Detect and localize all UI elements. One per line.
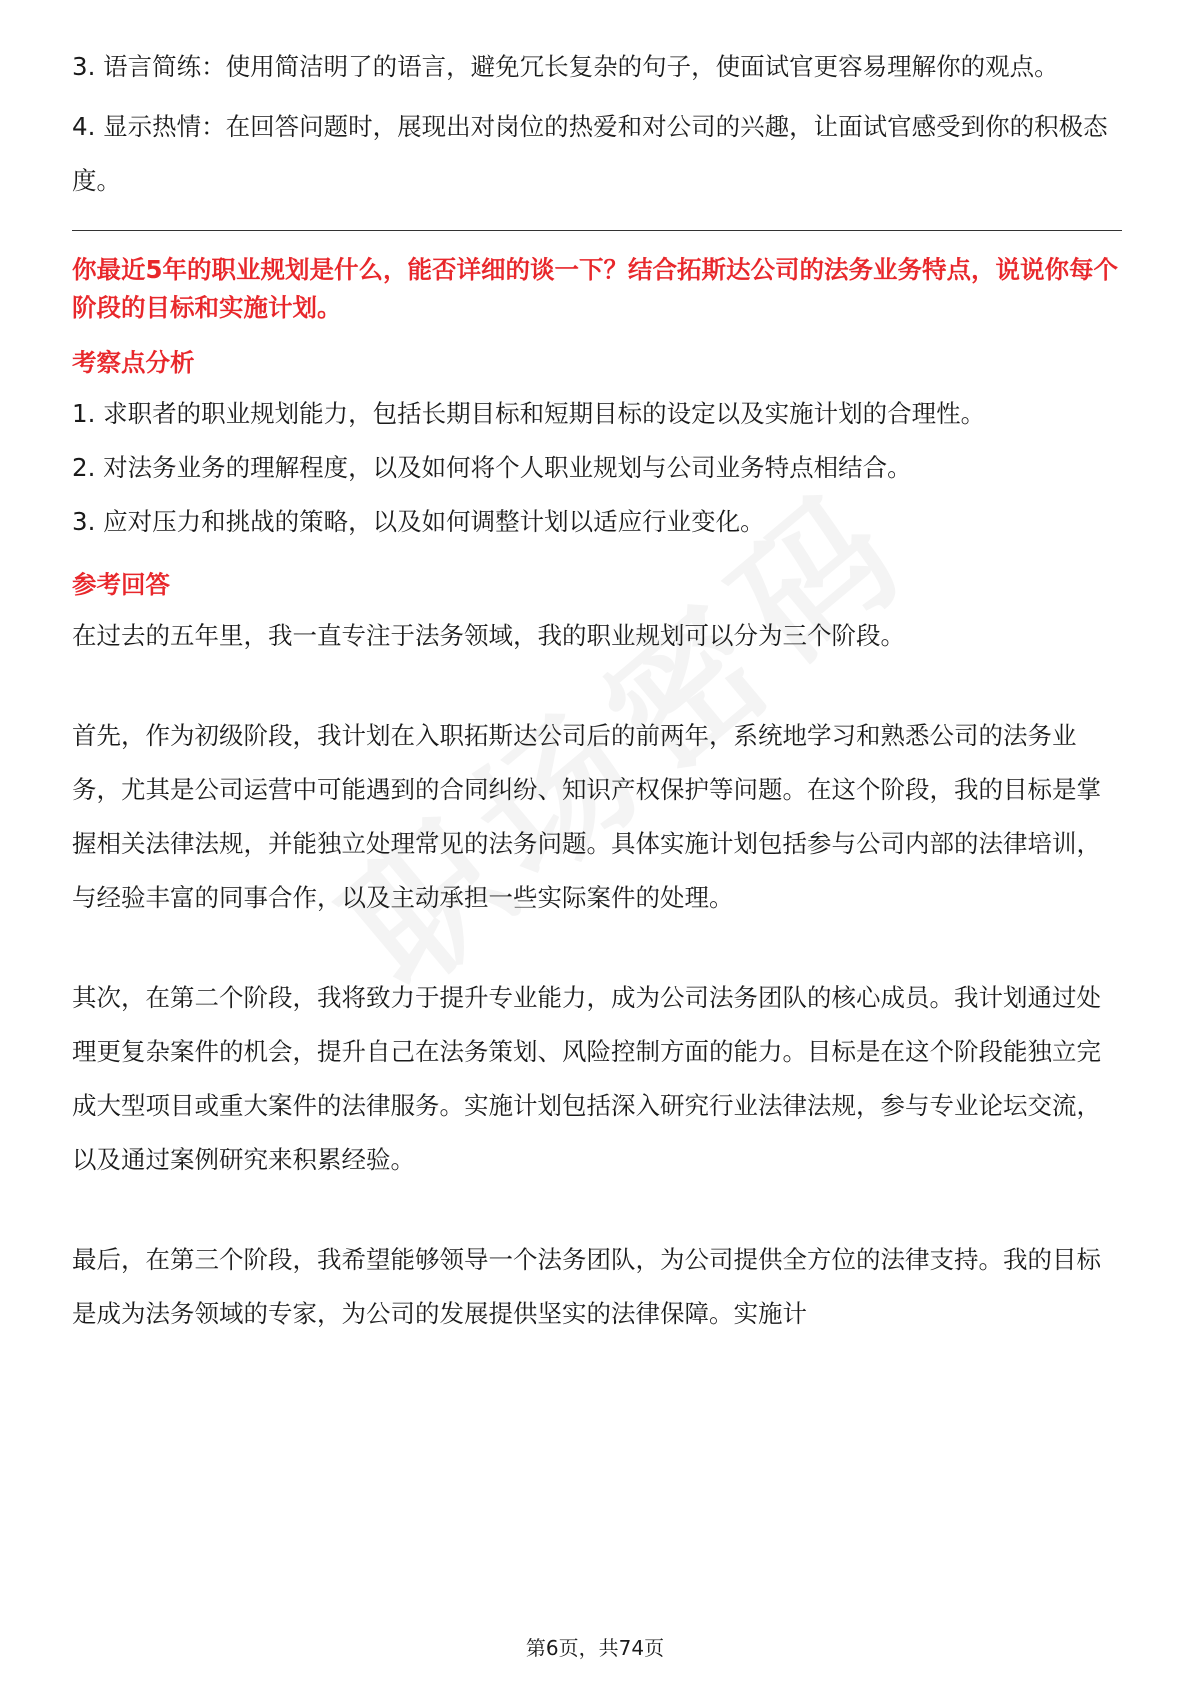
answer-paragraph-3: 其次，在第二个阶段，我将致力于提升专业能力，成为公司法务团队的核心成员。我计划通过处理更复杂案件的机会，提升自己在法务策划、风险控制方面的能力。目标是在这个阶段能独立完成大型项目或重大案件的法律服务。实施计划包括深入研究行业法律法规，参与专业论坛交流，以及通过案例研究来积累经验。: [72, 983, 1101, 1174]
page-content: [72, 40, 1122, 1341]
answer-paragraph-4: 最后，在第三个阶段，我希望能够领导一个法务团队，为公司提供全方位的法律支持。我的目标是成为法务领域的专家，为公司的发展提供坚实的法律保障。实施计: [72, 1245, 1101, 1328]
intro-item-4: 4. 显示热情：在回答问题时，展现出对岗位的热爱和对公司的兴趣，让面试官感受到你的积极态度。: [72, 112, 1108, 195]
question-heading: 你最近5年的职业规划是什么，能否详细的谈一下？结合拓斯达公司的法务业务特点，说说你每个阶段的目标和实施计划。: [72, 255, 1119, 322]
analysis-item-2: 2. 对法务业务的理解程度，以及如何将个人职业规划与公司业务特点相结合。: [72, 453, 912, 482]
answer-title: 参考回答: [72, 570, 170, 599]
analysis-item-1: 1. 求职者的职业规划能力，包括长期目标和短期目标的设定以及实施计划的合理性。: [72, 399, 986, 428]
section-divider: [72, 230, 1122, 231]
answer-paragraph-1: 在过去的五年里，我一直专注于法务领域，我的职业规划可以分为三个阶段。: [72, 621, 905, 650]
answer-paragraph-2: 首先，作为初级阶段，我计划在入职拓斯达公司后的前两年，系统地学习和熟悉公司的法务业务，尤其是公司运营中可能遇到的合同纠纷、知识产权保护等问题。在这个阶段，我的目标是掌握相关法律法规，并能独立处理常见的法务问题。具体实施计划包括参与公司内部的法律培训，与经验丰富的同事合作，以及主动承担一些实际案件的处理。: [72, 721, 1101, 912]
analysis-item-3: 3. 应对压力和挑战的策略，以及如何调整计划以适应行业变化。: [72, 507, 765, 536]
paragraph-spacer: [72, 663, 1122, 709]
intro-item-3: 3. 语言简练：使用简洁明了的语言，避免冗长复杂的句子，使面试官更容易理解你的观点。: [72, 52, 1059, 81]
paragraph-spacer: [72, 1187, 1122, 1233]
page-number: 第6页，共74页: [525, 1636, 665, 1660]
analysis-title: 考察点分析: [72, 348, 195, 377]
paragraph-spacer: [72, 925, 1122, 971]
